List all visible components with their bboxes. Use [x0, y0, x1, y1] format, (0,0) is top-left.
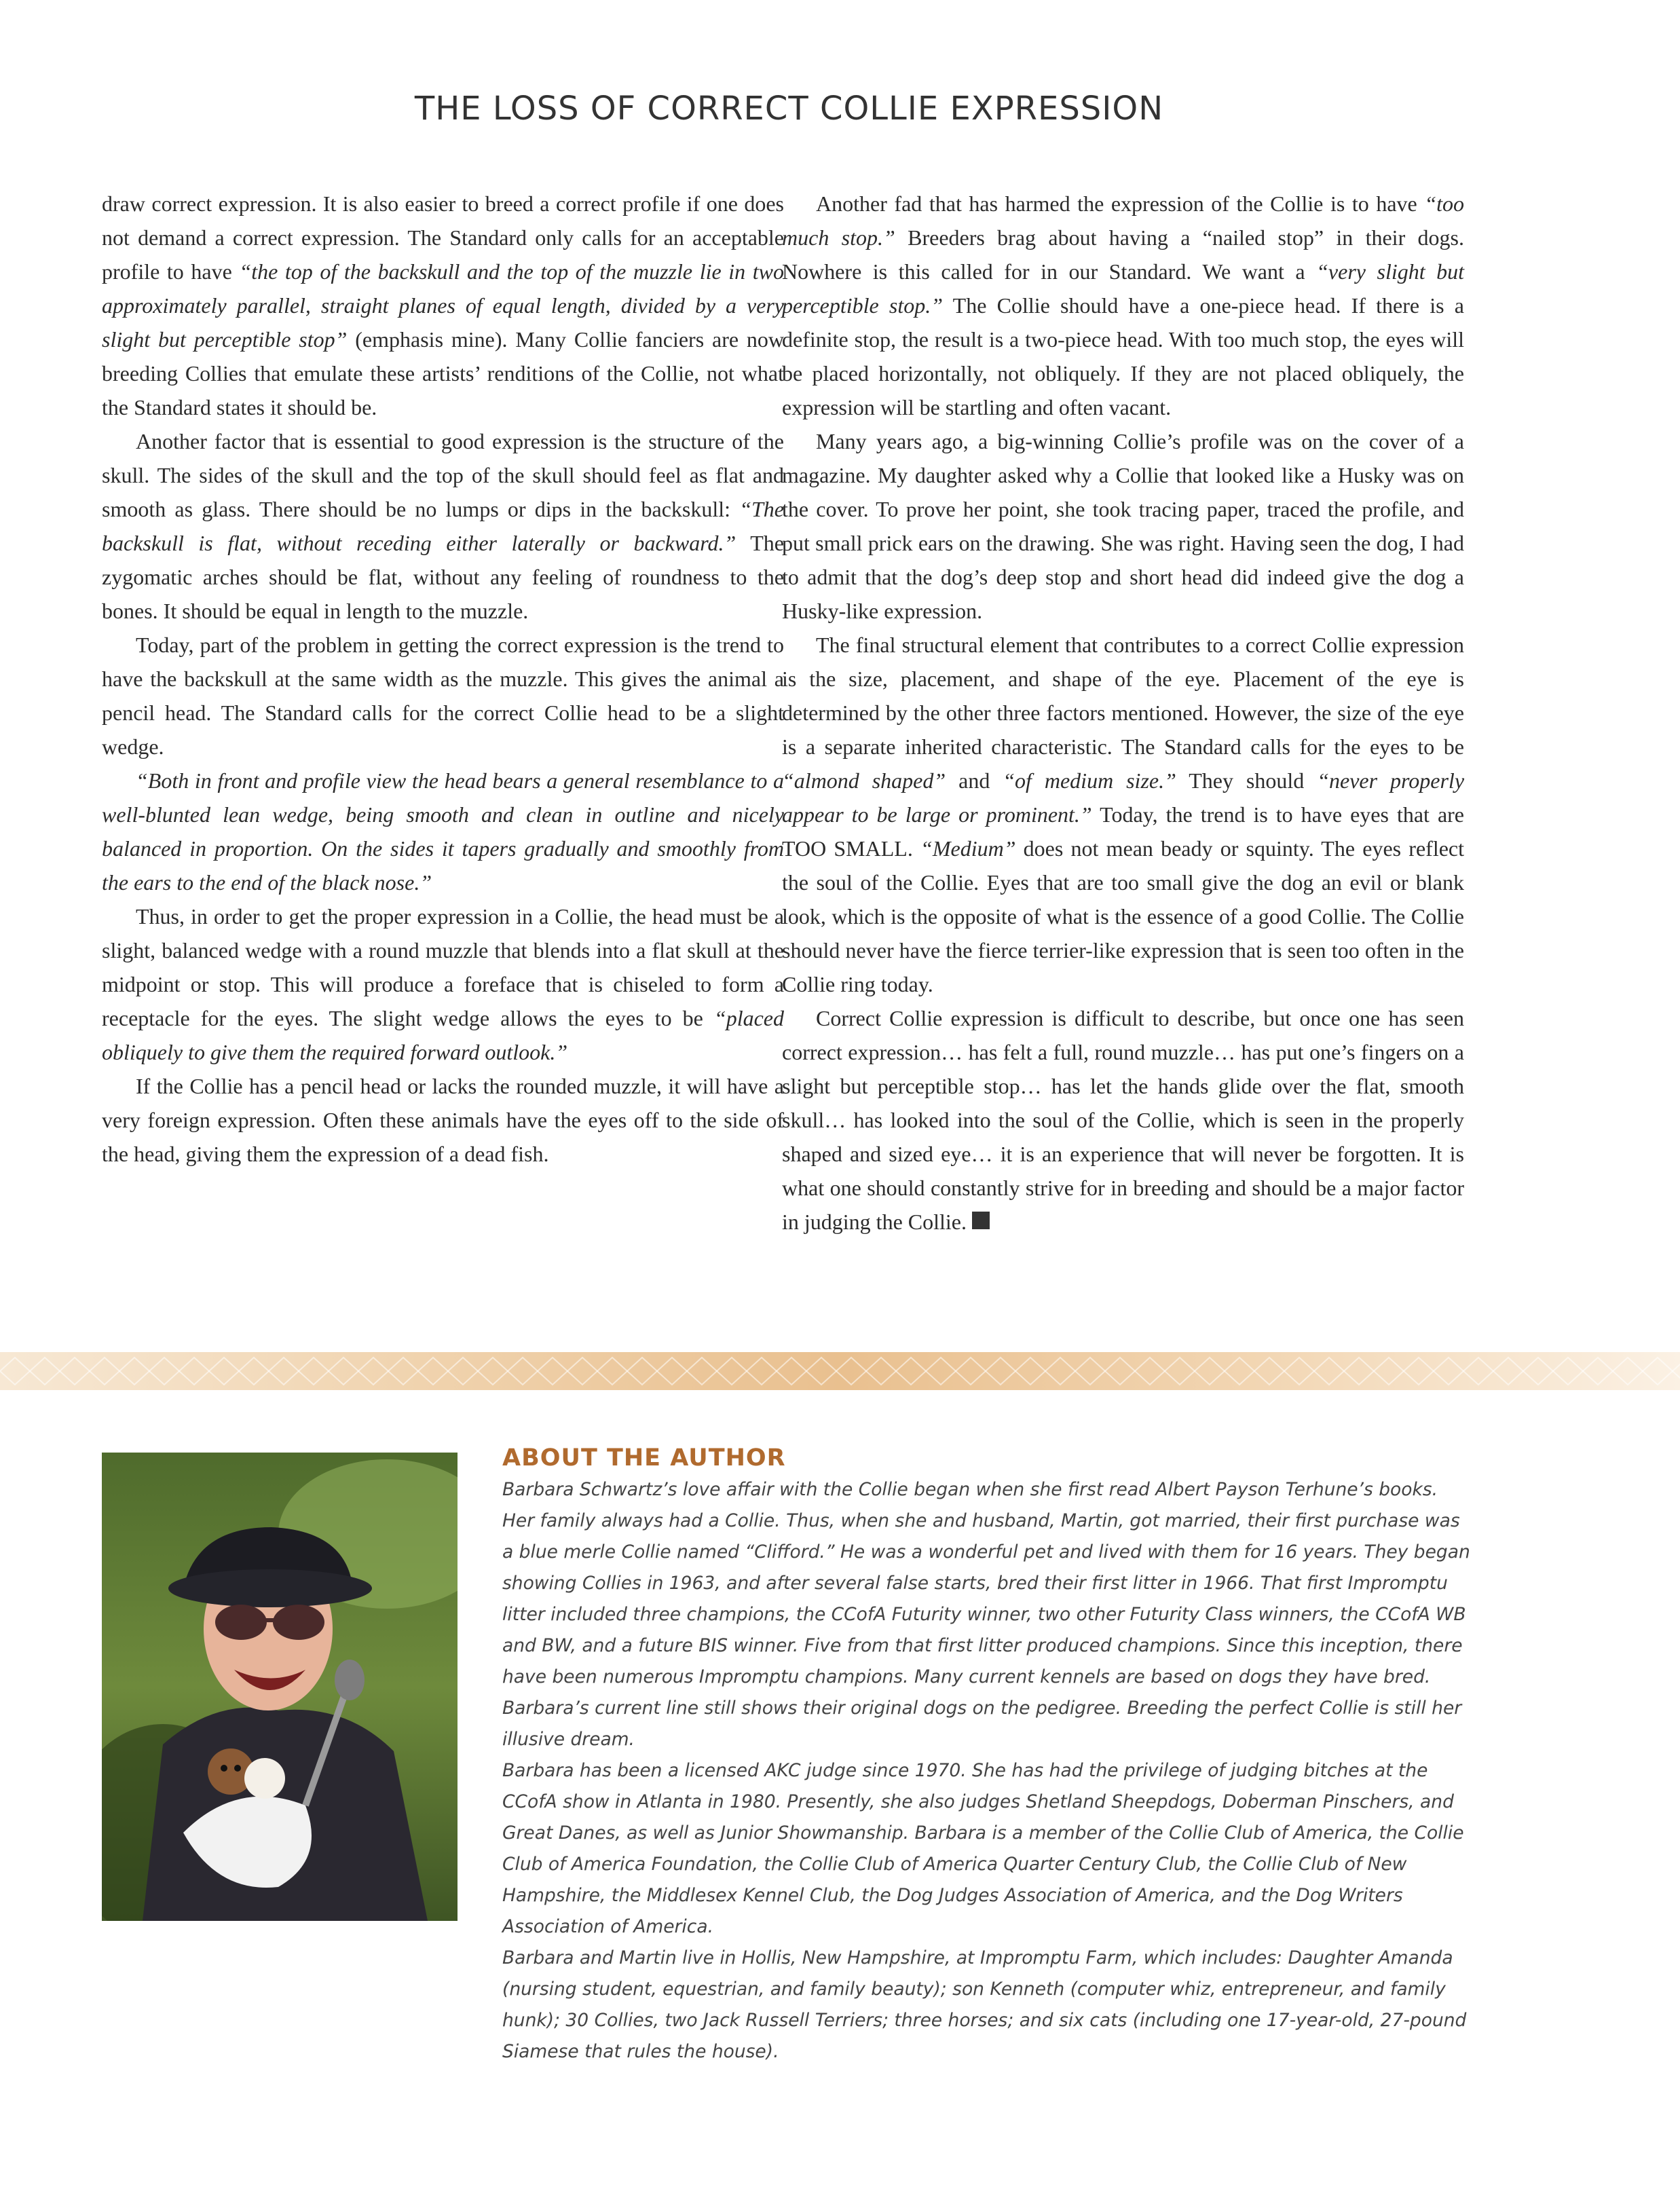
diamond-shape	[1314, 1358, 1344, 1385]
diamond-shape	[209, 1358, 239, 1385]
article-column-right	[782, 187, 1464, 1239]
diamond-shape	[1195, 1358, 1225, 1385]
diamond-shape	[1075, 1358, 1105, 1385]
diamond-shape	[806, 1358, 836, 1385]
diamond-shape	[1105, 1358, 1135, 1385]
end-mark-icon	[972, 1212, 990, 1229]
diamond-shape	[1344, 1358, 1374, 1385]
diamond-shape	[1374, 1358, 1404, 1385]
diamond-shape	[567, 1358, 597, 1385]
article-paragraph	[782, 424, 1464, 628]
quoted-standard-text: “of medium size.”	[1003, 768, 1176, 793]
diamond-shape	[836, 1358, 866, 1385]
diamond-shape	[508, 1358, 538, 1385]
diamond-shape	[239, 1358, 269, 1385]
body-text: Today, part of the problem in getting the correct expression is the trend to have the backskull at the same width as the muzzle. This gives the animal a pencil head. The Standard calls for the correct Collie head to be a slight wedge.	[102, 633, 784, 759]
diamond-shape	[179, 1358, 209, 1385]
quoted-standard-text: “the top of the backskull and the top of the muzzle lie in two approximately parallel, straight planes of equal length, divided by a very slight but perceptible stop”	[102, 259, 785, 352]
diamond-shape	[597, 1358, 627, 1385]
quoted-standard-text: “placed obliquely to give them the required forward outlook.”	[102, 1006, 784, 1064]
diamond-shape	[478, 1358, 508, 1385]
diamond-shape	[1643, 1358, 1673, 1385]
diamond-shape	[448, 1358, 478, 1385]
article-paragraph	[102, 899, 784, 1069]
diamond-shape	[329, 1358, 358, 1385]
diamond-shape	[1463, 1358, 1493, 1385]
diamond-shape	[747, 1358, 777, 1385]
diamond-shape	[1045, 1358, 1075, 1385]
diamond-shape	[866, 1358, 896, 1385]
diamond-shape	[418, 1358, 448, 1385]
body-text: Another fad that has harmed the expression of the Collie is to have	[816, 191, 1425, 216]
diamond-shape	[0, 1358, 30, 1385]
diamond-shape	[1015, 1358, 1045, 1385]
quoted-standard-text: “The backskull is flat, without receding either laterally or backward.”	[102, 497, 784, 555]
body-text: Many years ago, a big-winning Collie’s profile was on the cover of a magazine. My daughter asked why a Collie that looked like a Husky was on the cover. To prove her point, she took tracing paper, traced the profile, and put small prick ears on the drawing. She was right. Having seen the dog, I had to admit that the dog’s deep stop and short head did indeed give the dog a Husky-like expression.	[782, 429, 1464, 623]
diamond-shape	[30, 1358, 60, 1385]
article-paragraph	[782, 628, 1464, 1001]
diamond-shape	[358, 1358, 388, 1385]
body-text: Correct Collie expression is difficult to describe, but once one has seen correct expression… has felt a full, round muzzle… has put one’s fingers on a slight but perceptible stop… has let the hands glide over the flat, smooth skull… has looked into the soul of the Collie, which is seen in the properly shaped and sized eye… it is an experience that will never be forgotten. It is what one should constantly strive for in breeding and should be a major factor in judging the Collie.	[782, 1006, 1464, 1234]
diamond-shape	[956, 1358, 986, 1385]
about-the-author	[502, 1444, 1474, 2068]
diamond-shape	[1434, 1358, 1463, 1385]
diamond-shape	[1493, 1358, 1523, 1385]
body-text: Thus, in order to get the proper expression in a Collie, the head must be a slight, balanced wedge with a round muzzle that blends into a flat skull at the midpoint or stop. This will produce a foreface that is chiseled to form a receptacle for the eyes. The slight wedge allows the eyes to be	[102, 904, 784, 1030]
article-paragraph	[102, 1069, 784, 1171]
about-paragraph: Barbara Schwartz’s love affair with the Collie began when she first read Albert Payson Terhune’s books. Her family always had a Collie. Thus, when she and husband, Martin, got married, their first purchase was a blue merle Collie named “Clifford.” He was a wonderful pet and lived with them for 16 years. They began showing Collies in 1963, and after several false starts, bred their first litter in 1966. That first Impromptu litter included three champions, the CCofA Futurity winner, two other Futurity Class winners, the CCofA WB and BW, and a future BIS winner. Five from that first litter produced champions. Since this inception, there have been numerous Impromptu champions. Many current kennels are based on dogs they have bred. Barbara’s current line still shows their original dogs on the pedigree. Breeding the perfect Collie is still her illusive dream.	[502, 1479, 1470, 1750]
body-text: draw correct expression. It is also easier to breed a correct profile if one does not demand a correct expression. The Standard only calls for an acceptable profile to have	[102, 191, 784, 284]
diamond-shape	[687, 1358, 717, 1385]
body-text: Another factor that is essential to good expression is the structure of the skull. The sides of the skull and the top of the skull should feel as flat and smooth as glass. There should be no lumps or dips in the backskull:	[102, 429, 784, 521]
diamond-shape	[896, 1358, 926, 1385]
diamond-shape	[1225, 1358, 1254, 1385]
diamond-shape	[299, 1358, 329, 1385]
diamond-shape	[149, 1358, 179, 1385]
quoted-standard-text: “never properly appear to be large or prominent.”	[782, 768, 1465, 827]
body-text: Today, the trend is to have eyes that are TOO SMALL.	[782, 802, 1465, 861]
diamond-shape	[1673, 1358, 1680, 1385]
article-paragraph	[782, 1001, 1464, 1239]
author-photo	[102, 1453, 458, 1921]
diamond-shape	[1404, 1358, 1434, 1385]
diamond-shape	[90, 1358, 119, 1385]
diamond-shape	[388, 1358, 418, 1385]
diamond-shape	[1284, 1358, 1314, 1385]
diamond-shape	[1165, 1358, 1195, 1385]
body-text: The Collie should have a one-piece head. If there is a definite stop, the result is a two-piece head. With too much stop, the eyes will be placed horizontally, not obliquely. If they are not placed obliquely, the expression will be startling and often vacant.	[782, 293, 1465, 419]
article-paragraph	[102, 187, 784, 424]
body-text: does not mean beady or squinty. The eyes reflect the soul of the Collie. Eyes that are too small give the dog an evil or blank look, which is the opposite of what is the essence of a good Collie. The Collie should never have the fierce terrier-like expression that is seen too often in the Collie ring today.	[782, 836, 1465, 996]
body-text: The zygomatic arches should be flat, without any feeling of roundness to the bones. It should be equal in length to the muzzle.	[102, 531, 785, 623]
article-paragraph	[102, 764, 784, 899]
decorative-divider-band	[0, 1352, 1680, 1390]
page-title: THE LOSS OF CORRECT COLLIE EXPRESSION	[414, 90, 1164, 128]
diamond-shape	[1254, 1358, 1284, 1385]
about-heading: ABOUT THE AUTHOR	[502, 1444, 786, 1472]
article-paragraph	[782, 187, 1464, 424]
body-text: If the Collie has a pencil head or lacks the rounded muzzle, it will have a very foreign expression. Often these animals have the eyes off to the side of the head, giving them the expression of a dead fish.	[102, 1074, 784, 1166]
diamond-shape	[119, 1358, 149, 1385]
quoted-standard-text: “almond shaped”	[782, 768, 946, 793]
diamond-shape	[657, 1358, 687, 1385]
diamond-shape	[1613, 1358, 1643, 1385]
body-text: The final structural element that contributes to a correct Collie expression is the size, placement, and shape of the eye. Placement of the eye is determined by the other three factors mentioned. However, the size of the eye is a separate inherited characteristic. The Standard calls for the eyes to be	[782, 633, 1464, 759]
quoted-standard-text: “Medium”	[920, 836, 1016, 861]
diamond-shape	[538, 1358, 567, 1385]
diamond-shape	[60, 1358, 90, 1385]
diamond-shape	[1583, 1358, 1613, 1385]
diamond-shape	[926, 1358, 956, 1385]
body-text: Breeders brag about having a “nailed stop” in their dogs. Nowhere is this called for in our Standard. We want a	[782, 225, 1465, 284]
article-column-left	[102, 187, 784, 1171]
diamond-shape	[1135, 1358, 1165, 1385]
about-paragraph: Barbara and Martin live in Hollis, New Hampshire, at Impromptu Farm, which includes: Daughter Amanda (nursing student, equestrian, and family beauty); son Kenneth (computer whiz, entrepreneur, and family hunk); 30 Collies, two Jack Russell Terriers; three horses; and six cats (including one 17-year-old, 27-pound Siamese that rules the house).	[502, 1947, 1467, 2062]
quoted-standard-text: “very slight but perceptible stop.”	[782, 259, 1465, 318]
article-paragraph	[102, 424, 784, 628]
diamond-shape	[777, 1358, 806, 1385]
diamond-shape	[986, 1358, 1015, 1385]
quoted-standard-text: “Both in front and profile view the head bears a general resemblance to a well-blunted lean wedge, being smooth and clean in outline and nicely balanced in proportion. On the sides it tapers gradually and smoothly from the ears to the end of the black nose.”	[102, 768, 784, 895]
body-text: and	[946, 768, 1003, 793]
body-text: They should	[1176, 768, 1318, 793]
diamond-shape	[627, 1358, 657, 1385]
diamond-pattern	[0, 1352, 1680, 1390]
diamond-shape	[1523, 1358, 1553, 1385]
about-paragraph: Barbara has been a licensed AKC judge since 1970. She has had the privilege of judging bitches at the CCofA show in Atlanta in 1980. Presently, she also judges Shetland Sheepdogs, Doberman Pinschers, and Great Danes, as well as Junior Showmanship. Barbara is a member of the Collie Club of America, the Collie Club of America Foundation, the Collie Club of America Quarter Century Club, the Collie Club of New Hampshire, the Middlesex Kennel Club, the Dog Judges Association of America, and the Dog Writers Association of America.	[502, 1760, 1464, 1937]
diamond-shape	[1553, 1358, 1583, 1385]
body-text: (emphasis mine). Many Collie fanciers are now breeding Collies that emulate these artists’ renditions of the Collie, not what the Standard states it should be.	[102, 327, 785, 419]
article-paragraph	[102, 628, 784, 764]
quoted-standard-text: “too much stop.”	[782, 191, 1464, 250]
diamond-shape	[717, 1358, 747, 1385]
diamond-shape	[269, 1358, 299, 1385]
